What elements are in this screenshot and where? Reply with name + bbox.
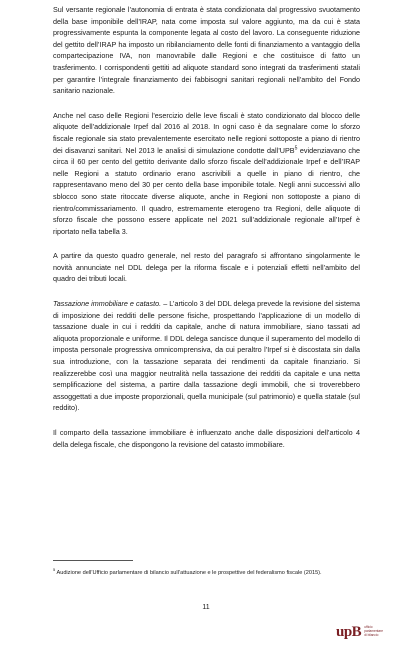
paragraph-text: Anche nel caso delle Regioni l’esercizio delle leve fiscali è stato condizionato dal blocco delle aliquote dell’addizionale Irpef dal 2016 al 2018. In ogni caso è da segnalare come lo sforzo fiscale regionale sia stato prevalentemente esercitato nelle regioni sottoposte a piano di rientro dei disavanzi sanitari. Nel 2013 le analisi di simulazione condotte dall’UPB: [53, 110, 360, 155]
paragraph-text: – L’articolo 3 del DDL delega prevede la revisione del sistema di imposizione dei redditi delle persone fisiche, prospettando l’applicazione di un modello di tassazione duale in cui i redditi da capitale, anche di natura immobiliare, siano tassati ad aliquota proporzionale e uniforme. Il DDL delega sancisce dunque il superamento del modello di imposta personale progressiva omnicomprensiva, da cui peraltro l’Irpef si è discostata sin dalla sua introduzione, con la tassazione separata dei rendimenti da capitale finanziario. Si realizzerebbe così una maggior neutralità nella tassazione dei redditi da capitale e una netta semplificazione del sistema, a partire dalla tassazione degli immobili, che si troverebbero assoggettati a due imposte proporzionali, quella municipale (sul patrimonio) e quella statale (sul reddito).: [53, 299, 360, 413]
logo-mark: upB: [336, 623, 362, 640]
footnote: [53, 566, 360, 577]
footnote-reference[interactable]: 5: [294, 145, 298, 152]
upb-logo: [336, 621, 396, 643]
footnote-divider: [53, 560, 133, 561]
logo-text: [364, 626, 383, 637]
logo-text-line: di bilancio: [364, 632, 379, 637]
paragraph-regional-tax-levers: [53, 110, 360, 238]
footnote-text: Audizione dell’Ufficio parlamentare di bilancio sull’attuazione e le prospettive del federalismo fiscale (2015).: [55, 569, 322, 576]
paragraph-regional-autonomy: Sul versante regionale l’autonomia di entrata è stata condizionata dal progressivo svuotamento della base imponibile dell’IRAP, nata come imposta sul valore aggiunto, ma da cui è stata progressivamente espunta la componente legata al costo del lavoro. La conseguente riduzione del gettito dell’IRAP ha imposto un ribilanciamento delle fonti di finanziamento a vantaggio della compartecipazione IVA, non manovrabile dalle Regioni e che costituisce di fatto un trasferimento. I corrispondenti gettiti ad aliquote standard sono integrati da trasferimenti statali per garantire l’integrale finanziamento dei fabbisogni sanitari regionali nell’ambito del Fondo sanitario nazionale.: [53, 5, 360, 96]
section-heading-inline: Tassazione immobiliare e catasto.: [53, 299, 162, 309]
logo-text-line: parlamentare: [364, 629, 383, 634]
logo-text-line: ufficio: [364, 625, 373, 630]
paragraph-property-taxation: [53, 298, 360, 414]
footnote-marker: 5: [53, 567, 56, 572]
paragraph-general-framework: A partire da questo quadro generale, nel resto del paragrafo si affrontano singolarmente le novità annunciate nel DDL delega per la riforma fiscale e i potenziali effetti nell’ambito del quadro dei tributi locali.: [53, 251, 360, 284]
paragraph-property-sector: Il comparto della tassazione immobiliare è influenzato anche dalle disposizioni dell’articolo 4 della delega fiscale, che dispongono la revisione del catasto immobiliare.: [53, 428, 360, 449]
page-number: 11: [202, 604, 210, 611]
paragraph-text: evidenziavano che circa il 60 per cento del gettito derivante dallo sforzo fiscale dell’addizionale Irpef e dell’IRAP nelle Regioni a statuto ordinario erano ascrivibili a quelle in piano di rientro, che rappresentavano meno del 30 per cento della base imponibile totale. Negli anni successivi allo sblocco sono state ritoccate diverse aliquote, anche in Regioni non sottoposte a piano di rientro/commissariamento. Il quadro, estremamente eterogeno tra Regioni, delle aliquote di sforzo fiscale che possono essere applicate nel 2021 sull’addizionale regionale all’Irpef è riportato nella tabella 3.: [53, 145, 360, 236]
